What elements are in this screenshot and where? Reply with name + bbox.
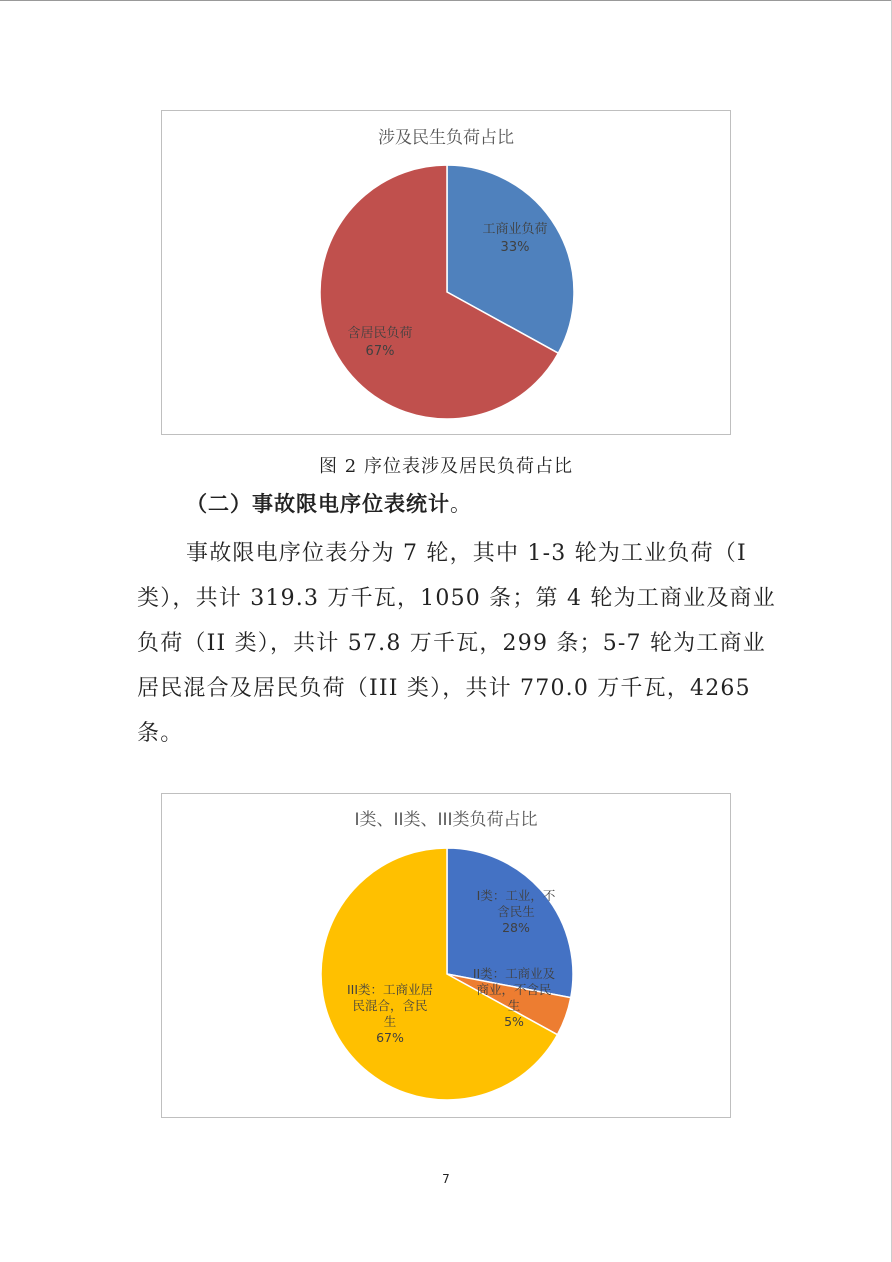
chart-load-class-share [161, 793, 731, 1118]
pie-slice-label: III类：工商业居民混合，含民生 67% [346, 982, 434, 1045]
pie-chart [162, 794, 732, 1119]
pie-slice-label: 工商业负荷 33% [482, 222, 548, 255]
page-top-border [0, 0, 892, 1]
page-number: 7 [442, 1172, 450, 1186]
pie-slice-label: I类：工业，不含民生 28% [476, 888, 556, 935]
section-heading-text: （二）事故限电序位表统计 [186, 491, 450, 516]
chart-residential-load-share [161, 110, 731, 435]
paragraph-line: 类），共计 319.3 万千瓦，1050 条；第 4 轮为工商业及商业 [137, 586, 776, 611]
pie-chart [162, 111, 732, 436]
paragraph-line: 负荷（II 类），共计 57.8 万千瓦，299 条；5-7 轮为工商业 [137, 631, 766, 656]
pie-slice-label: II类：工商业及商业，不含民生 5% [472, 966, 556, 1029]
section-heading-period: 。 [450, 492, 472, 516]
paragraph-line: 事故限电序位表分为 7 轮，其中 1-3 轮为工业负荷（I [186, 541, 747, 566]
section-heading [186, 488, 472, 518]
figure-caption: 图 2 序位表涉及居民负荷占比 [319, 456, 573, 477]
chart-title: 涉及民生负荷占比 [378, 128, 514, 148]
paragraph-line: 居民混合及居民负荷（III 类），共计 770.0 万千瓦，4265 [137, 676, 751, 701]
pie-slice-label: 含居民负荷 67% [347, 326, 413, 359]
paragraph-line: 条。 [137, 721, 184, 746]
chart-title: I类、II类、III类负荷占比 [354, 810, 538, 830]
